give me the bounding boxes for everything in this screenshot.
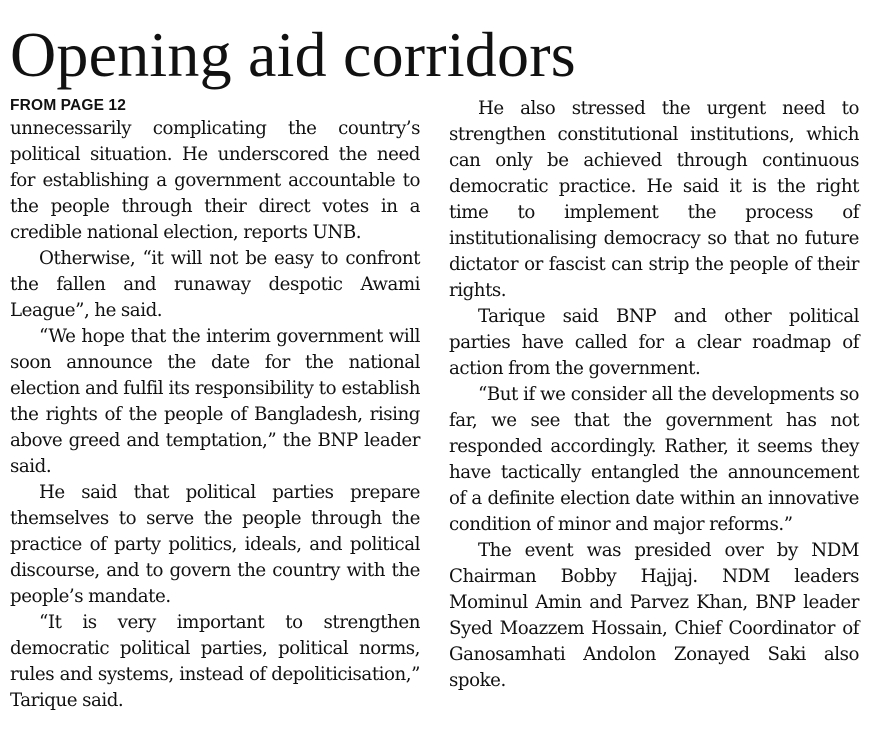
headline: Opening aid corridors (10, 19, 576, 90)
paragraph: Otherwise, “it will not be easy to confront the fallen and runaway despotic Awami League”, he said. (10, 248, 420, 321)
paragraph: unnecessarily complicating the country’s political situation. He underscored the need for establishing a government accountable to the people through their direct votes in a credible national election, reports UNB. (10, 118, 420, 243)
paragraph: “We hope that the interim government will soon announce the date for the national election and fulfil its responsibility to establish the rights of the people of Bangladesh, rising above greed and temptation,” the BNP leader said. (10, 326, 420, 477)
paragraph: The event was presided over by NDM Chairman Bobby Hajjaj. NDM leaders Mominul Amin and Parvez Khan, BNP leader Syed Moazzem Hossain, Chief Coordinator of Ganosamhati Andolon Zonayed Saki also spoke. (449, 540, 859, 691)
jump-line: FROM PAGE 12 (10, 97, 127, 114)
paragraph: “But if we consider all the developments so far, we see that the government has not responded accordingly. Rather, it seems they have tactically entangled the announcement of a definite election date within an innovative condition of minor and major reforms.” (449, 384, 859, 535)
article-column-left (10, 96, 420, 714)
paragraph: He said that political parties prepare themselves to serve the people through the practice of party politics, ideals, and political discourse, and to govern the country with the people’s mandate. (10, 482, 420, 607)
paragraph: He also stressed the urgent need to strengthen constitutional institutions, which can only be achieved through continuous democratic practice. He said it is the right time to implement the process of institutionalising democracy so that no future dictator or fascist can strip the people of their rights. (449, 98, 859, 301)
paragraph: “It is very important to strengthen democratic political parties, political norms, rules and systems, instead of depoliticisation,” Tarique said. (10, 612, 420, 711)
paragraph: Tarique said BNP and other political parties have called for a clear roadmap of action from the government. (449, 306, 859, 379)
article-column-right (449, 96, 859, 694)
